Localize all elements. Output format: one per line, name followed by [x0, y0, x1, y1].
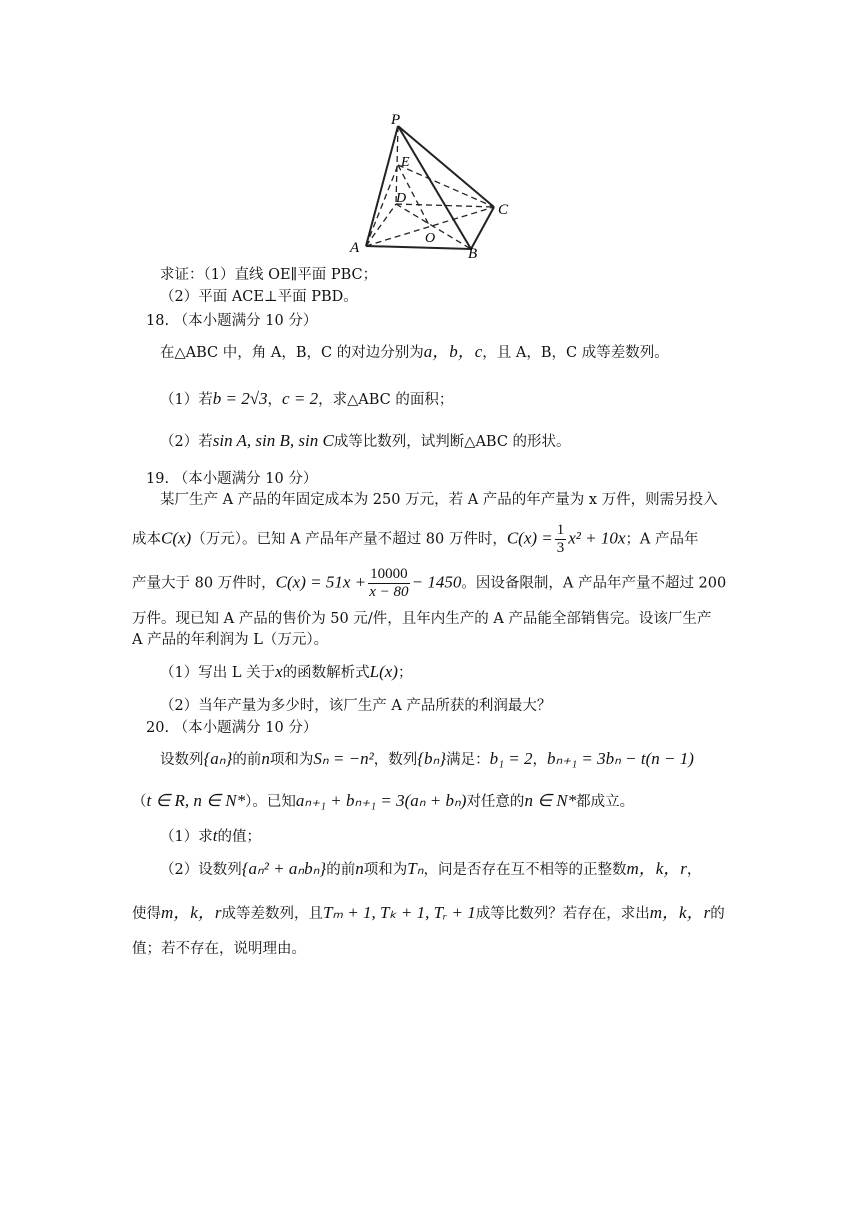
p20-q1-a: （1）求: [160, 829, 213, 845]
p20-q1: [160, 826, 261, 847]
p18-q2: [160, 431, 571, 452]
p20-l4-e: 成等比数列？若存在，求出: [475, 906, 650, 922]
p20-q2-i: ，: [686, 862, 702, 878]
p20-l4-d: Tₘ + 1, Tₖ + 1, Tᵣ + 1: [322, 903, 476, 922]
p19-frac-big: [368, 566, 410, 601]
p19-frac-third: [555, 522, 567, 557]
p19-l3-c: − 1450: [411, 572, 462, 592]
p20-q2-d: n: [355, 859, 364, 878]
seg-EC: [398, 165, 494, 207]
p19-q1-d: L(x): [369, 662, 398, 681]
p19-l2-c: （万元）。已知 A 产品年产量不超过 80 万件时，: [191, 531, 507, 548]
p20-q2-f: Tₙ: [407, 859, 424, 878]
p18-q2-b: sin A, sin B, sin C: [212, 431, 334, 450]
p20-l2-g: 都成立。: [576, 794, 635, 810]
p17-prove: 求证：（1）直线 OE∥平面 PBC；: [160, 267, 378, 283]
p20-l2-e: 对任意的: [466, 794, 525, 810]
p20-l1-l: bₙ₊₁ = 3bₙ − t(n − 1): [546, 749, 694, 768]
p20-l4-g: 的: [710, 906, 725, 922]
p20-l1-g: ，数列: [373, 752, 418, 768]
p18-q2-c: 成等比数列，试判断△ABC 的形状。: [333, 434, 571, 450]
p20-q2-b: {aₙ² + aₙbₙ}: [241, 859, 327, 878]
p19-frac2-num: 10000: [370, 566, 408, 582]
p20-q2-e: 项和为: [363, 862, 408, 878]
p18-stem-vars: a，b，c: [423, 342, 483, 361]
label-E: E: [401, 155, 410, 170]
p18-header: 18. （本小题满分 10 分）: [146, 313, 318, 329]
label-C: C: [498, 202, 509, 218]
edge-PA: [366, 126, 398, 246]
p20-q1-b: t: [212, 826, 218, 845]
p19-l2-b: C(x): [161, 528, 192, 548]
p19-q1: [160, 662, 412, 683]
p20-q2-h: m，k，r: [626, 859, 687, 878]
p20-l1-b: {aₙ}: [203, 749, 233, 768]
p20-q2-c: 的前: [326, 862, 356, 878]
p19-l4: 万件。现已知 A 产品的售价为 50 元/件，且年内生产的 A 产品能全部销售完。设该厂生产: [132, 611, 712, 627]
p19-q1-b: x: [275, 662, 283, 681]
p19-q1-a: （1）写出 L 关于: [160, 665, 276, 681]
p20-l1-k: ，: [532, 752, 547, 768]
p19-l2-a: 成本: [132, 531, 161, 548]
p19-l3: [132, 566, 726, 601]
label-D: D: [396, 191, 407, 206]
p20-l1-d: n: [261, 749, 270, 768]
edge-PC: [398, 126, 494, 207]
label-B: B: [468, 246, 478, 262]
p20-l1-c: 的前: [232, 752, 262, 768]
p20-l4-a: 使得: [132, 906, 161, 922]
p20-l4-c: 成等差数列，且: [221, 906, 323, 922]
p20-l4-b: m，k，r: [161, 903, 222, 922]
p20-l1-j: b₁ = 2: [489, 749, 533, 768]
p19-l3-a: 产量大于 80 万件时，: [132, 575, 276, 592]
pyramid-figure: [0, 0, 860, 270]
p20-l1-e: 项和为: [269, 752, 314, 768]
p20-header: 20. （本小题满分 10 分）: [146, 720, 318, 736]
p20-l2: [132, 791, 634, 812]
p20-l4-f: m，k，r: [649, 903, 711, 922]
label-A: A: [350, 240, 360, 256]
p20-q2-g: ，问是否存在互不相等的正整数: [423, 862, 627, 878]
p18-stem-a: 在△ABC 中，角 A，B，C 的对边分别为: [160, 345, 424, 361]
label-P: P: [391, 112, 401, 128]
p19-q1-c: 的函数解析式: [282, 665, 370, 681]
p19-frac2-den: x − 80: [369, 584, 409, 600]
p19-q2: （2）当年产量为多少时，该厂生产 A 产品所获的利润最大？: [160, 698, 552, 714]
p20-l4: [132, 903, 725, 924]
p19-l2: [132, 522, 699, 557]
p20-l1-a: 设数列: [160, 752, 204, 768]
p20-l5: 值；若不存在，说明理由。: [132, 941, 306, 957]
p20-q1-c: 的值；: [217, 829, 261, 845]
p19-l3-d: 。因设备限制，A 产品年产量不超过 200: [461, 575, 727, 592]
p19-header: 19. （本小题满分 10 分）: [146, 471, 318, 487]
p20-l2-c: ）。已知: [245, 794, 296, 810]
edge-AB: [366, 246, 471, 249]
p19-l3-b: C(x) = 51x +: [275, 572, 367, 592]
p20-q2: [160, 859, 701, 880]
p17-part2: （2）平面 ACE⊥平面 PBD。: [160, 289, 358, 305]
p20-l2-d: aₙ₊₁ + bₙ₊₁ = 3(aₙ + bₙ): [295, 791, 467, 810]
p18-q1: [160, 389, 453, 410]
p19-l2-f: ；A 产品年: [625, 531, 699, 548]
p19-q1-e: ；: [397, 665, 413, 681]
p19-frac-num: 1: [556, 522, 565, 538]
p19-l5: A 产品的年利润为 L（万元）。: [132, 632, 329, 648]
p18-q1-a: （1）若: [160, 392, 213, 408]
p20-l2-b: t ∈ R, n ∈ N*: [146, 791, 246, 810]
p18-q1-d: c = 2: [282, 389, 319, 408]
p20-l1-f: Sₙ = −n²: [313, 749, 374, 768]
p20-l2-f: n ∈ N*: [524, 791, 577, 810]
p20-l2-a: （: [132, 794, 147, 810]
p18-q1-b: b = 2√3: [212, 389, 268, 408]
p20-l1: [160, 749, 694, 770]
label-O: O: [425, 231, 436, 246]
seg-AE: [366, 165, 398, 246]
p18-q1-e: ，求△ABC 的面积；: [318, 392, 454, 408]
p18-stem: [160, 342, 669, 363]
p20-q2-a: （2）设数列: [160, 862, 242, 878]
p19-l2-d: C(x) =: [506, 528, 553, 548]
p18-stem-b: ，且 A，B，C 成等差数列。: [482, 345, 669, 361]
p18-q2-a: （2）若: [160, 434, 213, 450]
p20-l1-i: 满足：: [446, 752, 490, 768]
p19-l2-e: x² + 10x: [568, 528, 626, 548]
p19-frac-den: 3: [556, 540, 565, 556]
p20-l1-h: {bₙ}: [417, 749, 447, 768]
edge-AD: [366, 204, 396, 246]
p19-l1: 某厂生产 A 产品的年固定成本为 250 万元，若 A 产品的年产量为 x 万件，则需另投入: [160, 492, 718, 508]
p18-q1-c: ，: [267, 392, 283, 408]
